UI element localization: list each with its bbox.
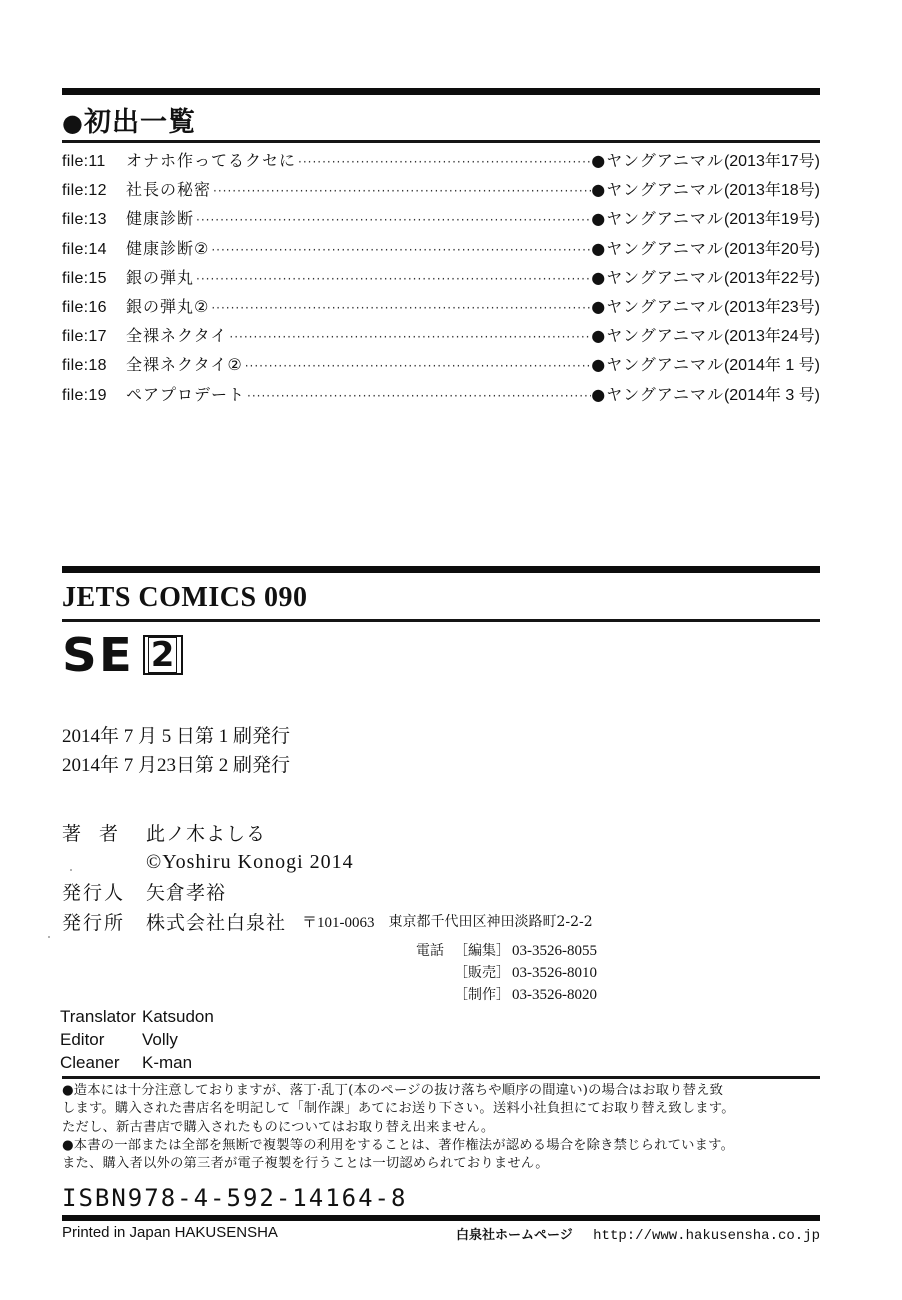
title-text: SE xyxy=(62,628,134,682)
first-printing-date: 2014年 7 月 5 日第 1 刷発行 xyxy=(62,726,291,747)
publisher-address: 東京都千代田区神田淡路町2-2-2 xyxy=(388,914,593,931)
notice-line: ●本書の一部または全部を無断で複製等の利用をすることは、著作権法が認める場合を除き禁じられています。 xyxy=(62,1137,735,1153)
credit-name: K-man xyxy=(142,1053,193,1072)
publisher-name: 株式会社白泉社 xyxy=(146,911,287,934)
story-title: ペアプロデート xyxy=(126,384,246,404)
dot-leader xyxy=(209,301,591,315)
magazine-name: ●ヤングアニマル xyxy=(591,355,724,375)
issue-number: (2013年24号) xyxy=(723,328,820,346)
magazine-name: ●ヤングアニマル xyxy=(591,326,724,346)
phone-number: 03-3526-8055 xyxy=(512,943,597,959)
print-dates xyxy=(62,722,290,780)
phone-row xyxy=(416,940,597,962)
dot-leader xyxy=(245,389,591,403)
credit-role: Translator xyxy=(60,1007,136,1026)
phone-numbers xyxy=(416,940,597,1006)
file-number: file:12 xyxy=(62,182,107,200)
credit-row xyxy=(60,1051,214,1074)
magazine-name: ●ヤングアニマル xyxy=(591,384,724,404)
footer-thick-rule xyxy=(62,1215,820,1221)
heading-underline-rule xyxy=(62,140,820,143)
first-appearance-heading xyxy=(62,100,196,139)
phone-number: 03-3526-8010 xyxy=(512,965,597,981)
publisher-person-row xyxy=(62,877,593,907)
story-title: 全裸ネクタイ xyxy=(126,326,228,346)
magazine-name: ●ヤングアニマル xyxy=(591,151,724,170)
publisher-person-label: 発行人 xyxy=(62,882,126,905)
notice-line: ●造本には十分注意しておりますが、落丁·乱丁(本のページの抜け落ちや順序の間違い)の場合はお取り替え致 xyxy=(62,1083,724,1098)
isbn: ISBN978-4-592-14164-8 xyxy=(62,1184,408,1212)
list-item xyxy=(62,382,820,411)
issue-number: (2014年 3 号) xyxy=(723,386,820,404)
top-thick-rule xyxy=(62,88,820,95)
bullet-icon: ● xyxy=(62,109,84,137)
dot-leader xyxy=(227,330,591,344)
list-item xyxy=(62,265,820,294)
file-number: file:16 xyxy=(62,298,107,316)
story-title: 銀の弾丸② xyxy=(126,296,210,316)
publication-credits xyxy=(62,818,593,936)
copyright-notice: ©Yoshiru Konogi 2014 xyxy=(146,850,354,873)
printed-in: Printed in Japan HAKUSENSHA xyxy=(62,1224,278,1241)
issue-number: (2013年17号) xyxy=(723,153,820,170)
file-number: file:17 xyxy=(62,328,107,346)
file-number: file:18 xyxy=(62,357,107,375)
heading-text: 初出一覧 xyxy=(83,107,196,138)
phone-dept: ［制作］ xyxy=(454,987,510,1003)
phone-dept: ［販売］ xyxy=(454,965,510,981)
file-number: file:19 xyxy=(62,386,107,404)
dot-leader xyxy=(296,155,591,169)
series-underline-rule xyxy=(62,619,820,622)
magazine-name: ●ヤングアニマル xyxy=(591,296,724,316)
magazine-name: ●ヤングアニマル xyxy=(591,209,724,229)
postal-code: 〒101-0063 xyxy=(302,914,375,931)
credit-row xyxy=(60,1028,214,1051)
homepage-link[interactable]: http://www.hakusensha.co.jp xyxy=(593,1228,820,1244)
volume-number: 2 xyxy=(148,637,178,673)
first-appearance-list xyxy=(62,148,820,411)
notice-line: します。購入された書店名を明記して「制作課」あてにお送り下さい。送料小社負担にてお取り替え致します。 xyxy=(62,1101,735,1117)
list-item xyxy=(62,294,820,323)
list-item xyxy=(62,206,820,235)
dot-leader xyxy=(209,243,591,257)
publisher-label: 発行所 xyxy=(62,911,126,934)
dot-leader xyxy=(194,213,591,227)
story-title: 社長の秘密 xyxy=(126,180,212,200)
list-item xyxy=(62,323,820,352)
publisher-row xyxy=(62,907,593,937)
issue-number: (2013年23号) xyxy=(723,298,820,316)
magazine-name: ●ヤングアニマル xyxy=(591,238,724,258)
file-number: file:13 xyxy=(62,211,107,229)
copyright-row xyxy=(62,848,593,878)
list-item xyxy=(62,148,820,177)
file-number: file:15 xyxy=(62,269,107,287)
phone-number: 03-3526-8020 xyxy=(512,987,597,1003)
author-label: 著者 xyxy=(62,823,137,846)
issue-number: (2013年18号) xyxy=(723,182,820,200)
phone-row xyxy=(416,984,597,1006)
homepage xyxy=(456,1224,820,1244)
notice-line: ただし、新古書店で購入されたものについてはお取り替え出来ません。 xyxy=(62,1119,495,1135)
story-title: オナホ作ってるクセに xyxy=(126,151,297,170)
story-title: 銀の弾丸 xyxy=(126,267,195,287)
publisher-person-name: 矢倉孝裕 xyxy=(146,882,227,905)
file-number: file:11 xyxy=(62,153,106,170)
book-title xyxy=(62,628,183,682)
homepage-label: 白泉社ホームページ xyxy=(455,1228,573,1243)
dot-leader xyxy=(194,272,591,286)
issue-number: (2013年19号) xyxy=(723,211,820,229)
notice-line: また、購入者以外の第三者が電子複製を行うことは一切認められておりません。 xyxy=(62,1156,549,1172)
credit-role: Editor xyxy=(60,1030,105,1049)
issue-number: (2013年20号) xyxy=(723,240,820,258)
list-item xyxy=(62,236,820,265)
imprint-thick-rule xyxy=(62,566,820,573)
phone-row xyxy=(416,962,597,984)
scan-speck xyxy=(48,936,50,938)
story-title: 全裸ネクタイ② xyxy=(126,355,243,375)
dot-leader xyxy=(211,184,591,198)
issue-number: (2013年22号) xyxy=(723,269,820,287)
phone-dept: ［編集］ xyxy=(454,943,510,959)
story-title: 健康診断 xyxy=(126,209,195,229)
story-title: 健康診断② xyxy=(126,238,210,258)
second-printing-date: 2014年 7 月23日第 2 刷発行 xyxy=(62,755,291,776)
series-name: JETS COMICS 090 xyxy=(62,582,308,613)
author-row xyxy=(62,818,593,848)
credit-row xyxy=(60,1005,214,1028)
dot-leader xyxy=(243,359,592,373)
credit-role: Cleaner xyxy=(60,1053,120,1072)
volume-box xyxy=(143,635,183,675)
list-item xyxy=(62,177,820,206)
list-item xyxy=(62,352,820,381)
file-number: file:14 xyxy=(62,240,107,258)
phone-label: 電話 xyxy=(416,943,444,959)
credit-name: Katsudon xyxy=(142,1007,214,1026)
scan-speck xyxy=(70,869,72,871)
credit-name: Volly xyxy=(142,1030,178,1049)
legal-notice xyxy=(62,1082,832,1173)
notice-top-rule xyxy=(62,1076,820,1079)
issue-number: (2014年 1 号) xyxy=(723,357,820,375)
magazine-name: ●ヤングアニマル xyxy=(591,180,724,200)
magazine-name: ●ヤングアニマル xyxy=(591,267,724,287)
author-name: 此ノ木よしる xyxy=(146,823,267,846)
scanlation-credits xyxy=(60,1005,214,1074)
